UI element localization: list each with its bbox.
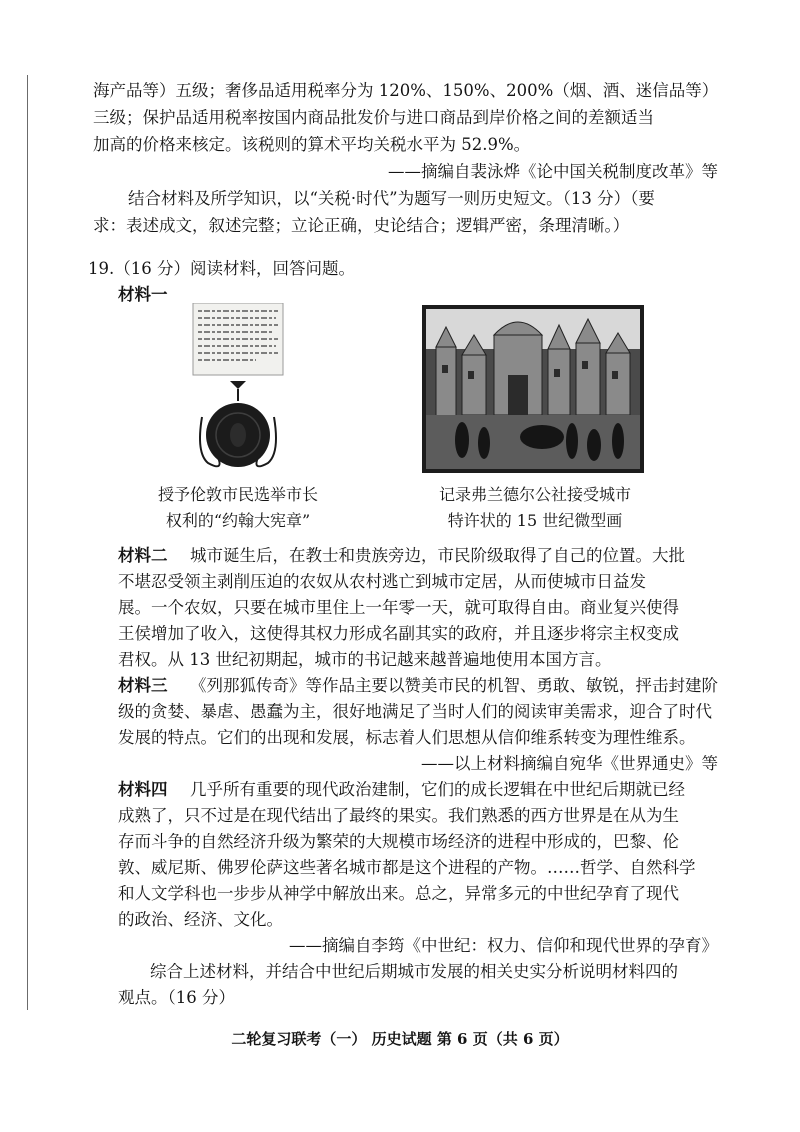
magna-carta-caption-line-2: 权利的“约翰大宪章” <box>165 511 311 530</box>
material3-source: ——以上材料摘编自宛华《世界通史》等 <box>421 754 718 773</box>
material2-line-2: 不堪忍受领主剥削压迫的农奴从农村逃亡到城市定居，从而使城市日益发 <box>118 572 646 591</box>
material4-source: ——摘编自李筠《中世纪：权力、信仰和现代世界的孕育》 <box>289 936 718 955</box>
q18-line-3: 加高的价格来核定。该税则的算术平均关税水平为 52.9%。 <box>93 135 531 154</box>
material2-line-3: 展。一个农奴，只要在城市里住上一年零一天，就可取得自由。商业复兴使得 <box>118 598 679 617</box>
material4-line-5: 和人文学科也一步步从神学中解放出来。总之，异常多元的中世纪孕育了现代 <box>118 884 679 903</box>
material2-line-1: 城市诞生后，在教士和贵族旁边，市民阶级取得了自己的位置。大批 <box>190 546 685 565</box>
miniature-caption-line-2: 特许状的 15 世纪微型画 <box>447 511 623 530</box>
q19-question-line-1: 综合上述材料，并结合中世纪后期城市发展的相关史实分析说明材料四的 <box>150 962 678 981</box>
material3-line-3: 发展的特点。它们的出现和发展，标志着人们思想从信仰维系转变为理性维系。 <box>118 728 696 747</box>
q18-prompt-line-1: 结合材料及所学知识，以“关税·时代”为题写一则历史短文。（13 分）（要 <box>128 189 655 208</box>
miniature-caption-line-1: 记录弗兰德尔公社接受城市 <box>438 485 631 504</box>
q19-question-line-2: 观点。（16 分） <box>118 988 235 1007</box>
magna-carta-image <box>186 303 290 483</box>
magna-carta-caption <box>138 482 338 534</box>
magna-carta-caption-line-1: 授予伦敦市民选举市长 <box>157 485 318 504</box>
material4-line-4: 敦、威尼斯、佛罗伦萨这些著名城市都是这个进程的产物。……哲学、自然科学 <box>118 858 696 877</box>
q18-line-2: 三级；保护品适用税率按国内商品批发价与进口商品到岸价格之间的差额适当 <box>93 108 654 127</box>
material1-label: 材料一 <box>118 285 168 304</box>
page-footer: 二轮复习联考（一） 历史试题 第 6 页（共 6 页） <box>231 1030 569 1048</box>
miniature-caption <box>415 482 655 534</box>
material4-line-6: 的政治、经济、文化。 <box>118 910 283 929</box>
material2-label: 材料二 <box>118 546 168 565</box>
q18-source: ——摘编自裴泳烨《论中国关税制度改革》等 <box>388 162 718 181</box>
q18-prompt-line-2: 求：表述成文，叙述完整；立论正确，史论结合；逻辑严密，条理清晰。） <box>93 216 630 235</box>
material2-line-5: 君权。从 13 世纪初期起，城市的书记越来越普遍地使用本国方言。 <box>118 650 612 669</box>
q19-header: 19.（16 分）阅读材料，回答问题。 <box>88 259 355 278</box>
material2-line-4: 王侯增加了收入，这使得其权力形成名副其实的政府，并且逐步将宗主权变成 <box>118 624 679 643</box>
binding-margin-line <box>27 75 28 1010</box>
material3-line-2: 级的贪婪、暴虐、愚蠢为主，很好地满足了当时人们的阅读审美需求，迎合了时代 <box>118 702 712 721</box>
material3-label: 材料三 <box>118 676 168 695</box>
material4-label: 材料四 <box>118 780 168 799</box>
material4-line-3: 存而斗争的自然经济升级为繁荣的大规模市场经济的进程中形成的，巴黎、伦 <box>118 832 679 851</box>
flanders-miniature-image <box>422 305 644 473</box>
material4-line-1: 几乎所有重要的现代政治建制，它们的成长逻辑在中世纪后期就已经 <box>190 780 685 799</box>
material3-line-1: 《列那狐传奇》等作品主要以赞美市民的机智、勇敢、敏锐，抨击封建阶 <box>190 676 718 695</box>
material4-line-2: 成熟了，只不过是在现代结出了最终的果实。我们熟悉的西方世界是在从为生 <box>118 806 679 825</box>
q18-line-1: 海产品等）五级；奢侈品适用税率分为 120%、150%、200%（烟、酒、迷信品等） <box>93 81 719 100</box>
